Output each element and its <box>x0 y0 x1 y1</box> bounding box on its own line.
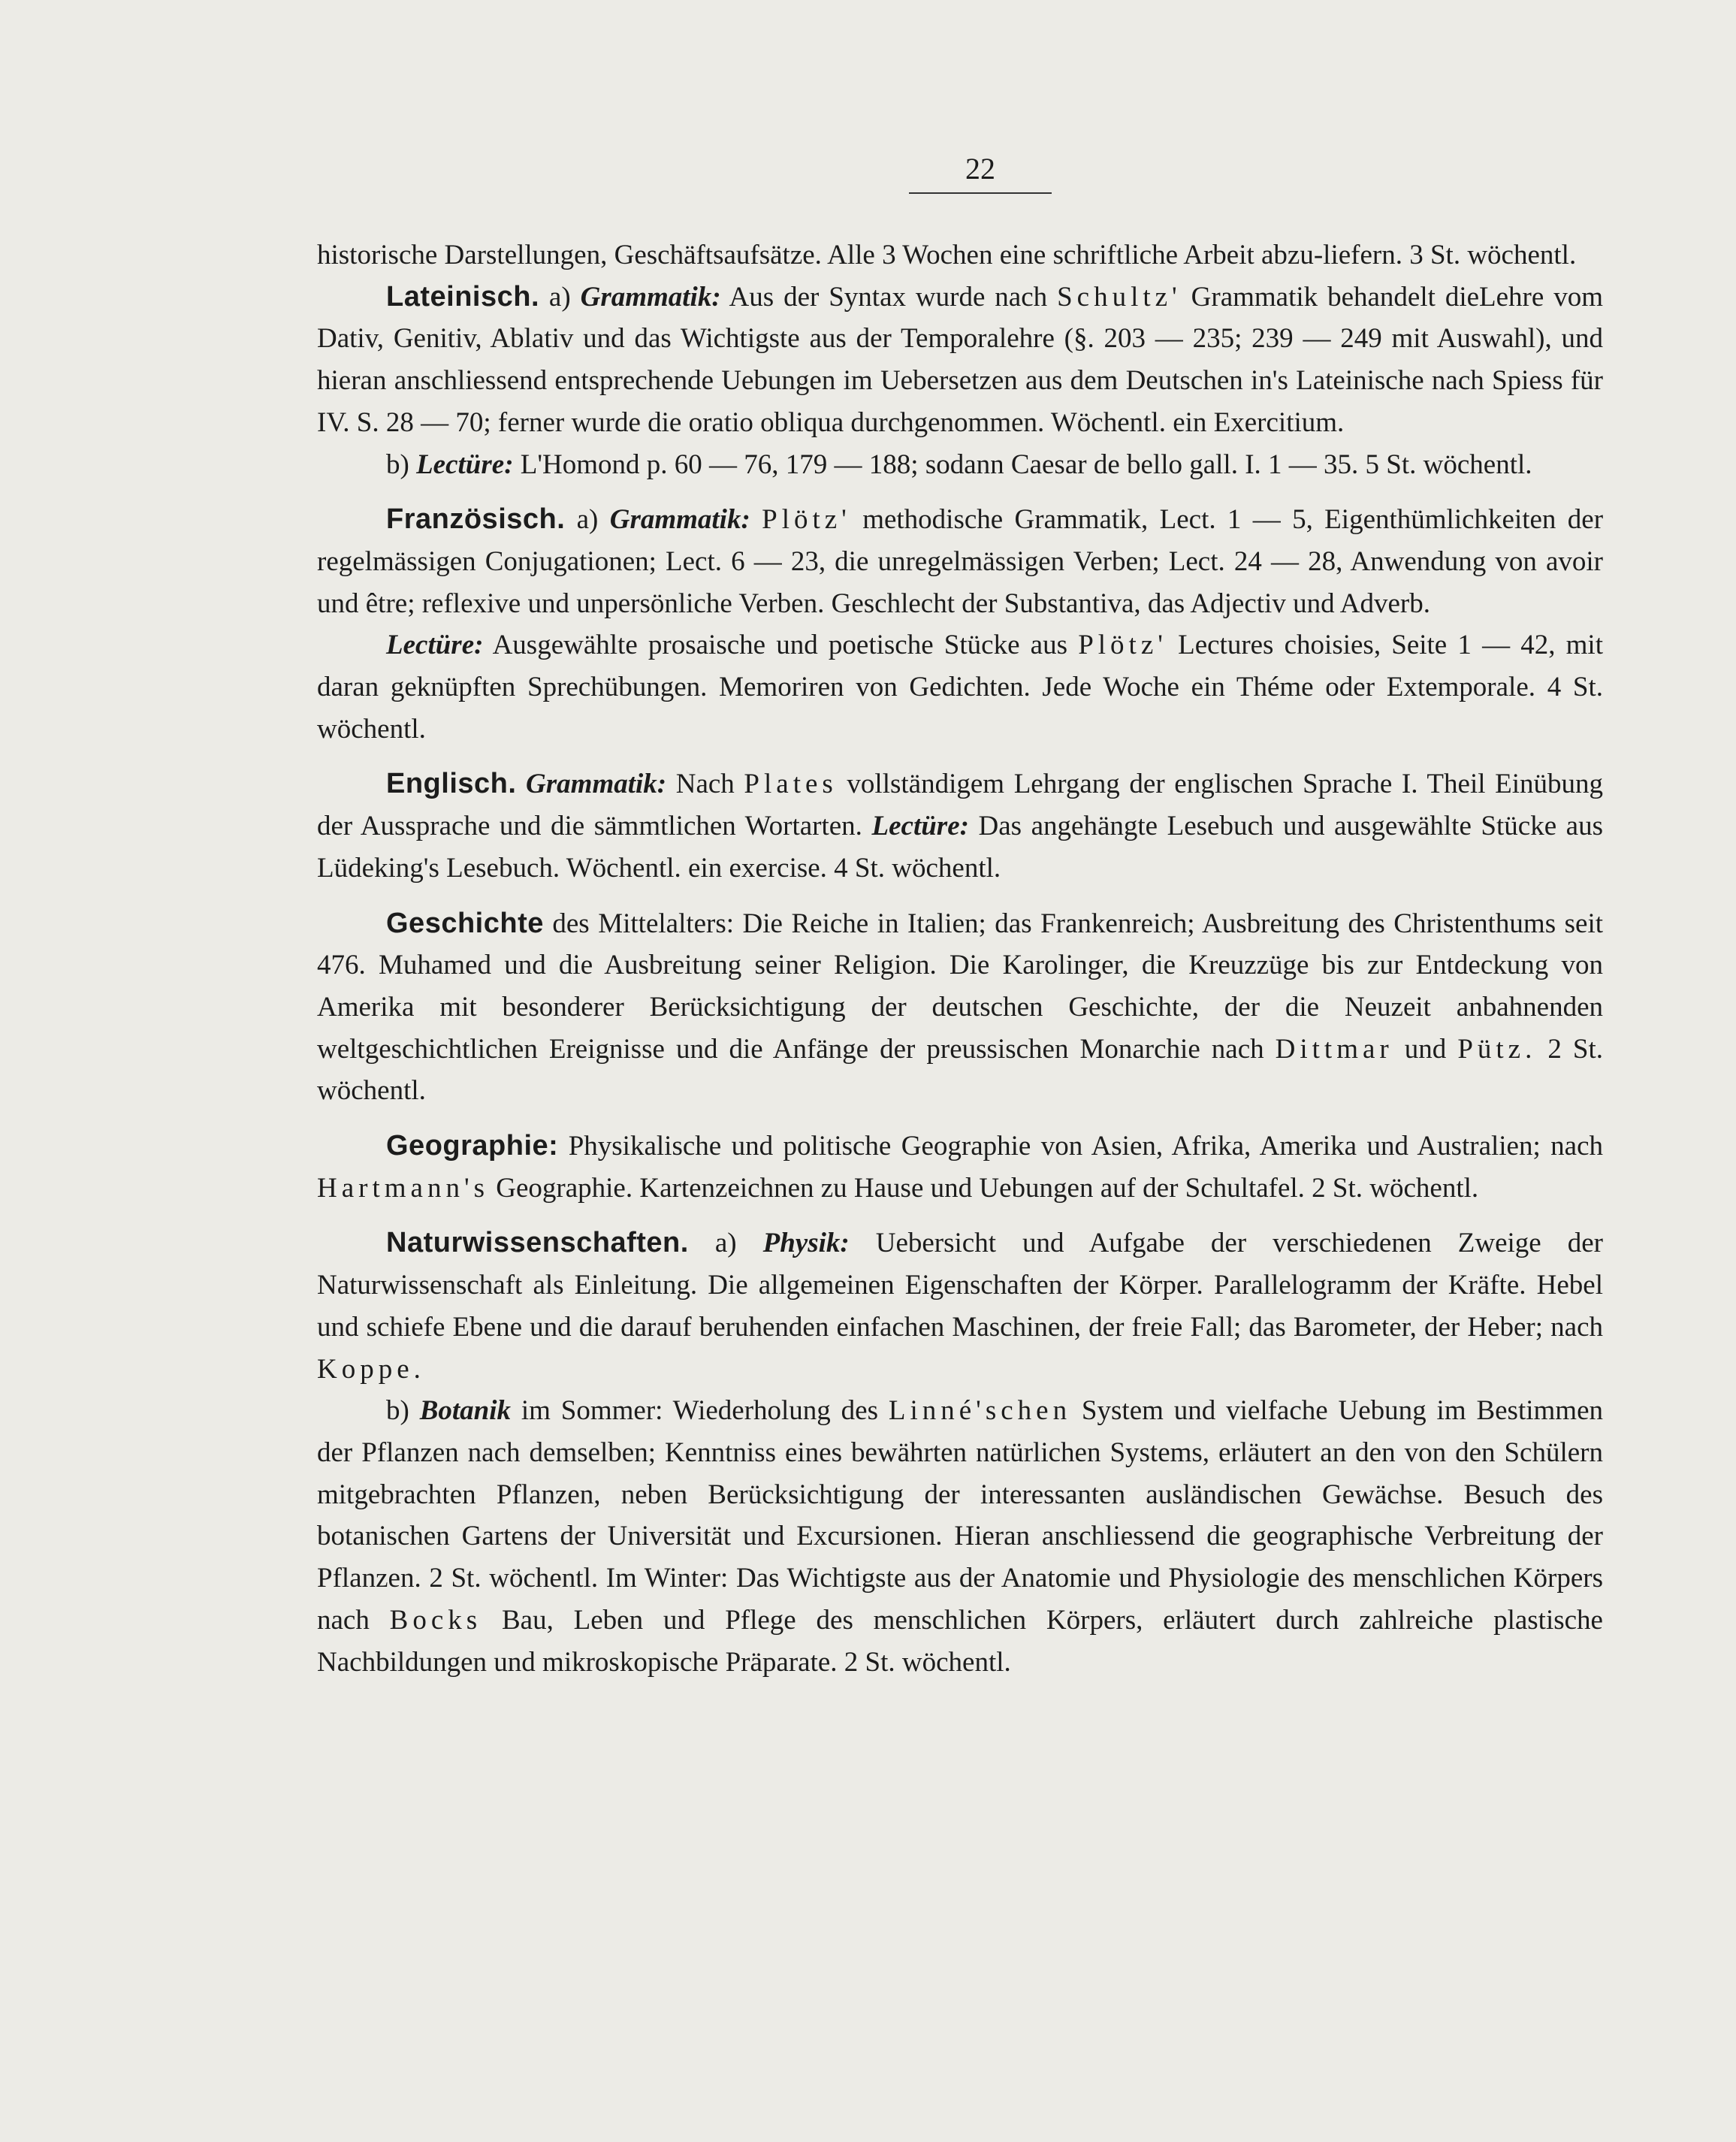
subheading-text: Physik: <box>762 1228 850 1259</box>
spaced-name: Linné'schen <box>888 1395 1072 1427</box>
text-segment: methodische Grammatik, Lect. 1 — 5, Eigenthümlichkeiten der regelmässigen Conjugationen; Lect. 6 — 23, die unregelmässigen Verben; Lect. 24 — 28, Anwendung von avoir und être; reflexive und unpersönliche Verben. Geschlecht der Substantiva, das Adjectiv und Adverb. <box>317 504 1604 619</box>
paragraph-history <box>317 903 1603 1113</box>
spaced-name: Plates <box>744 769 838 800</box>
section-heading: Naturwissenschaften. <box>386 1227 689 1259</box>
text-segment: L'Homond p. 60 — 76, 179 — 188; sodann Caesar de bello gall. I. 1 — 35. 5 St. wöchentl. <box>513 449 1532 480</box>
text-segment: Das angehängte Lesebuch und ausgewählte Stücke aus Lüdeking's Lesebuch. Wöchentl. ein exercise. 4 St. wöchentl. <box>317 811 1604 884</box>
subheading-text: Lectüre: <box>416 449 514 480</box>
page-number: 22 <box>909 150 1052 194</box>
text-segment: Bau, Leben und Pflege des menschlichen Körpers, erläutert durch zahlreiche plastische Nachbildungen und mikroskopische Präparate. 2 St. wöchentl. <box>317 1604 1603 1678</box>
text-segment: Physikalische und politische Geographie von Asien, Afrika, Amerika und Australien; nach <box>558 1131 1603 1162</box>
text-segment: Nach <box>666 769 744 800</box>
text-segment: und <box>1393 1033 1458 1065</box>
body-text <box>317 234 1603 1683</box>
text-segment: a) <box>539 281 581 313</box>
subheading-text: Botanik <box>419 1395 512 1427</box>
text-segment: des Mittelalters: Die Reiche in Italien; das Frankenreich; Ausbreitung des Christenthums seit 476. Muhamed und die Ausbreitung seiner Religion. Die Karolinger, die Kreuzzüge bis zur Entdeckung von Amerika mit besonderer Berücksichtigung der deutschen Geschichte, der die Neuzeit anbahnenden weltgeschichtlichen Ereignisse und die Anfänge der preussischen Monarchie nach <box>317 908 1603 1065</box>
text-segment: Grammatik behandelt dieLehre vom Dativ, Genitiv, Ablativ und das Wichtigste aus der Temporalehre (§. 203 — 235; 239 — 249 mit Auswahl), und hieran anschliessend entsprechende Uebungen im Uebersetzen aus dem Deutschen in's Lateinische nach Spiess für IV. S. 28 — 70; ferner wurde die oratio obliqua durchgenommen. Wöchentl. ein Exercitium. <box>317 281 1603 438</box>
paragraph-latin-reading <box>317 444 1603 486</box>
section-heading: Englisch. <box>386 768 517 800</box>
subheading-text: Lectüre: <box>386 630 484 661</box>
spaced-name: Dittmar <box>1275 1033 1393 1065</box>
text-segment: b) <box>386 449 417 480</box>
text-segment: Aus der Syntax wurde nach <box>720 281 1058 313</box>
text-segment: historische Darstellungen, Geschäftsaufsätze. Alle 3 Wochen eine schriftliche Arbeit abzu-liefern. 3 St. wöchentl. <box>317 240 1577 270</box>
text-segment: vollständigem Lehrgang der englischen Sprache I. Theil Einübung der Aussprache und die sämmtlichen Wortarten. <box>317 769 1603 842</box>
text-segment: Ausgewählte prosaische und poetische Stücke aus <box>483 630 1079 661</box>
text-segment: a) <box>688 1228 763 1259</box>
text-segment <box>516 769 526 799</box>
spaced-name: Hartmann's <box>317 1172 490 1204</box>
text-segment: Uebersicht und Aufgabe der verschiedenen Zweige der Naturwissenschaft als Einleitung. Die allgemeinen Eigenschaften der Körper. Parallelogramm der Kräfte. Hebel und schiefe Ebene und die darauf beruhenden einfachen Maschinen, der freie Fall; das Barometer, der Heber; nach <box>317 1228 1603 1343</box>
text-segment <box>750 504 762 535</box>
spaced-name: Plötz' <box>762 504 851 536</box>
text-segment: im Sommer: Wiederholung des <box>511 1395 889 1427</box>
paragraph-geography <box>317 1125 1603 1209</box>
text-segment: 2 St. wöchentl. <box>317 1033 1604 1107</box>
paragraph-english <box>317 763 1603 889</box>
paragraph-botany <box>317 1390 1603 1683</box>
section-heading: Geographie: <box>386 1130 559 1162</box>
paragraph-french-reading <box>317 624 1603 750</box>
subheading-text: Grammatik: <box>526 769 667 800</box>
paragraph-french-grammar <box>317 499 1603 624</box>
section-heading: Lateinisch. <box>386 280 539 313</box>
paragraph-latin-grammar <box>317 276 1603 444</box>
spaced-name: Schultz' <box>1057 281 1182 313</box>
subheading-text: Lectüre: <box>871 811 969 842</box>
section-heading: Französisch. <box>386 503 566 536</box>
paragraph-intro <box>317 234 1603 276</box>
text-segment: b) <box>386 1395 420 1427</box>
text-segment: a) <box>565 504 610 536</box>
paragraph-physics <box>317 1222 1603 1390</box>
spaced-name: Koppe. <box>317 1353 425 1385</box>
subheading-text: Grammatik: <box>580 281 721 313</box>
spaced-name: Plötz' <box>1078 630 1167 661</box>
spaced-name: Pütz. <box>1457 1033 1537 1065</box>
section-heading: Geschichte <box>386 907 544 939</box>
text-segment: Lectures choisies, Seite 1 — 42, mit daran geknüpften Sprechübungen. Memoriren von Gedichten. Jede Woche ein Théme oder Extemporale. 4 St. wöchentl. <box>317 630 1603 745</box>
text-segment: System und vielfache Uebung im Bestimmen der Pflanzen nach demselben; Kenntniss eines bewährten natürlichen Systems, erläutert an den von den Schülern mitgebrachten Pflanzen, neben Berücksichtigung der interessanten ausländischen Gewächse. Besuch des botanischen Gartens der Universität und Excursionen. Hieran anschliessend die geographische Verbreitung der Pflanzen. 2 St. wöchentl. Im Winter: Das Wichtigste aus der Anatomie und Physiologie des menschlichen Körpers nach <box>317 1395 1603 1636</box>
subheading-text: Grammatik: <box>609 504 750 536</box>
spaced-name: Bocks <box>389 1604 482 1636</box>
text-segment: Geographie. Kartenzeichnen zu Hause und Uebungen auf der Schultafel. 2 St. wöchentl. <box>489 1172 1479 1204</box>
